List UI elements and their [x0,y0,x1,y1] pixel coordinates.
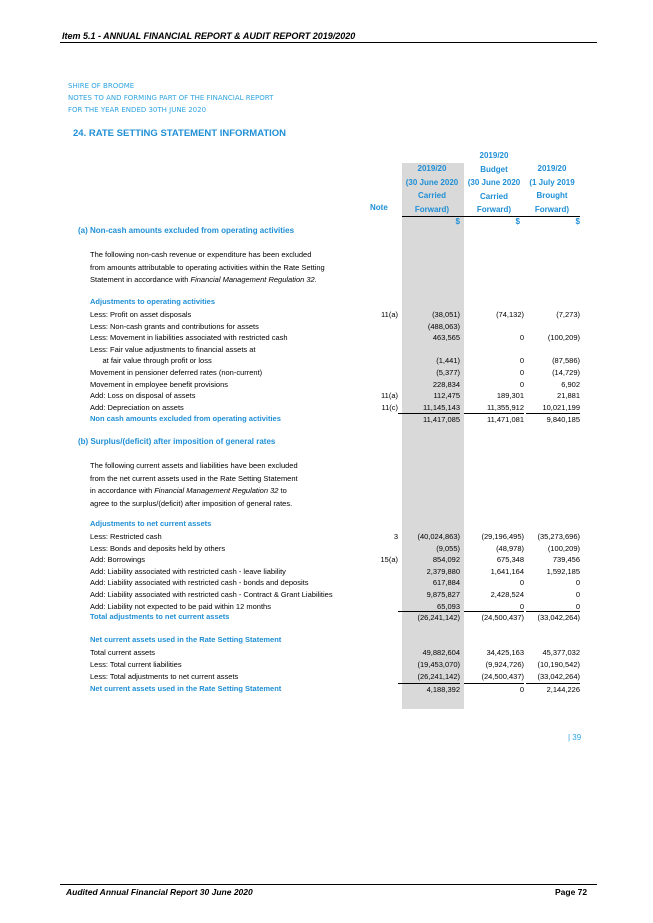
row-value-col2: 0 [464,683,524,696]
col3-currency: $ [575,217,580,226]
part-b-paragraph [90,460,298,510]
row-value-col1: (5,377) [436,368,460,377]
row-note: 3 [393,532,398,541]
row-value-col3: 0 [575,578,580,588]
col1-header-line: (30 June 2020 [405,177,459,187]
row-label: Less: Bonds and deposits held by others [90,543,226,553]
row-value-col2: 0 [519,356,524,366]
footer-rule [60,884,597,885]
row-label: Less: Profit on asset disposals [90,310,192,319]
row-value-col1: 9,875,827 [426,590,460,599]
row-value-col1: 228,834 [432,379,460,389]
paragraph-line: The following current assets and liabilities have been excluded [90,461,298,470]
row-value-col1: (38,051) [432,310,460,319]
col2-header-line: 2019/20 [479,151,509,160]
row-value-col3: 45,377,032 [542,648,580,657]
table-row [0,589,653,601]
page-number: | 39 [568,733,582,742]
table-row [0,321,653,333]
table-row [0,577,653,589]
row-label: Add: Liability associated with restricted cash - Contract & Grant Liabilities [90,590,333,599]
row-value-col3: 6,902 [561,379,580,389]
footer-page: Page 72 [555,887,588,897]
table-row [0,543,653,555]
row-value-col2: (29,196,495) [481,532,524,541]
col2-currency: $ [515,217,520,226]
table-row [0,671,653,683]
table-row [0,554,653,566]
row-value-col3: 21,881 [557,391,580,401]
row-value-col1: 65,093 [437,601,460,611]
row-value-col2: (9,924,726) [485,660,524,669]
paragraph-line [90,485,298,498]
row-value-col1: 617,884 [432,578,460,588]
header-rule [60,42,597,43]
row-value-col1: (26,241,142) [398,611,460,624]
table-row [0,355,653,367]
row-note: 11(c) [381,402,398,412]
part-a-subheading: Adjustments to operating activities [90,297,216,306]
row-note: 15(a) [380,555,398,565]
row-value-col3: (7,273) [556,310,580,319]
row-value-col3: 9,840,185 [526,413,580,426]
paragraph-text: Statement in accordance with [90,275,191,284]
row-label: Non cash amounts excluded from operating activities [90,414,281,423]
row-value-col1: 463,565 [432,333,460,343]
col3-header-line: (1 July 2019 [529,177,575,187]
row-value-col2: 0 [519,368,524,377]
col2-header-line: (30 June 2020 [467,178,521,187]
row-value-col1: 854,092 [432,555,460,565]
row-value-col2: 0 [519,578,524,588]
row-value-col2: 11,355,912 [487,402,524,412]
paragraph-text: in accordance with [90,486,155,495]
row-label: Total adjustments to net current assets [90,612,230,621]
row-value-col3: 2,144,226 [526,683,580,696]
row-label: Less: Fair value adjustments to financial assets at [90,344,256,354]
col3-header-line: 2019/20 [537,164,567,173]
row-value-col1: 49,882,604 [422,648,460,657]
row-value-col2: 34,425,163 [486,648,524,657]
col2-header-line: Budget [480,164,508,174]
col1-header-line: Carried [417,191,446,200]
row-note: 11(a) [381,310,398,319]
row-label: Less: Non-cash grants and contributions for assets [90,321,259,331]
row-value-col2: 11,471,081 [464,413,524,426]
part-b-title: (b) Surplus/(deficit) after imposition of general rates [78,437,276,446]
row-value-col2: 0 [519,333,524,343]
paragraph-line: agree to the surplus/(deficit) after imposition of general rates. [90,498,293,508]
row-value-col3: (14,729) [552,368,580,377]
row-value-col2: (24,500,437) [481,672,524,681]
row-value-col3: 739,456 [552,555,580,565]
row-value-col1: (9,055) [436,543,460,553]
col2-header [466,149,522,217]
table-row [0,379,653,391]
row-value-col2: 2,428,524 [490,590,524,599]
row-value-col3: 0 [575,601,580,611]
table-row [0,531,653,543]
row-label: Movement in employee benefit provisions [90,379,228,389]
row-value-col3: (33,042,264) [526,611,580,624]
row-label: Total current assets [90,648,156,657]
row-label: Add: Liability not expected to be paid within 12 months [90,601,271,611]
row-label: Add: Borrowings [90,555,146,565]
row-value-col1: 11,145,143 [423,402,460,412]
row-value-col1: (1,441) [436,356,460,366]
org-year-line: FOR THE YEAR ENDED 30TH JUNE 2020 [68,106,207,114]
col3-header-line: Forward) [534,204,570,214]
table-row [0,659,653,671]
regulation-reference: Financial Management Regulation 32 [154,486,279,495]
net-current-assets-total-row [0,683,653,695]
row-label: Less: Movement in liabilities associated with restricted cash [90,333,288,343]
table-row [0,309,653,321]
row-label: Add: Loss on disposal of assets [90,391,196,401]
table-row [0,367,653,379]
document-header: Item 5.1 - ANNUAL FINANCIAL REPORT & AUDIT REPORT 2019/2020 [62,31,356,41]
part-b-total-row [0,611,653,623]
table-row [0,566,653,578]
row-value-col3: (100,209) [547,333,580,343]
row-label: Less: Total adjustments to net current assets [90,672,239,681]
row-value-col1: (19,453,070) [417,660,460,669]
row-value-col1: (26,241,142) [417,672,460,681]
col1-currency: $ [455,217,460,226]
row-value-col1: 4,188,392 [398,683,460,696]
footer-title: Audited Annual Financial Report 30 June 2020 [66,887,253,897]
row-label: Add: Liability associated with restricted cash - bonds and deposits [90,578,309,588]
row-label: Movement in pensioner deferred rates (non-current) [90,368,263,377]
paragraph-text: to [278,486,287,495]
org-notes-line: NOTES TO AND FORMING PART OF THE FINANCIAL REPORT [68,94,274,102]
table-row [0,344,653,356]
part-a-title: (a) Non-cash amounts excluded from operating activities [78,226,295,235]
row-note: 11(a) [381,391,398,401]
row-value-col1: 11,417,085 [398,413,460,426]
row-label: at fair value through profit or loss [90,356,212,366]
col1-header [400,162,464,216]
table-row [0,402,653,414]
org-name: SHIRE OF BROOME [68,82,135,90]
table-row [0,332,653,344]
row-value-col1: (488,063) [427,321,460,331]
paragraph-line: from the net current assets used in the Rate Setting Statement [90,473,298,483]
row-label: Less: Total current liabilities [90,660,182,669]
table-row [0,647,653,659]
section-title: 24. RATE SETTING STATEMENT INFORMATION [73,128,287,139]
col2-header-line: Carried [479,191,508,201]
row-value-col2: 1,641,164 [490,566,524,576]
paragraph-line [90,274,325,287]
table-row [0,390,653,402]
row-value-col2: 675,348 [496,555,524,565]
row-value-col1: (40,024,863) [417,532,460,541]
part-a-total-row [0,413,653,425]
col2-header-line: Forward) [476,205,512,214]
row-value-col2: 189,301 [496,391,524,401]
row-value-col2: 0 [519,601,524,611]
row-value-col3: (33,042,264) [537,672,580,681]
row-label: Add: Liability associated with restricted cash - leave liability [90,566,286,576]
col1-header-line: 2019/20 [417,164,447,173]
col3-header [524,162,580,216]
row-value-col3: 1,592,185 [546,566,580,576]
part-b-subheading: Adjustments to net current assets [90,519,212,528]
row-value-col3: 10,021,199 [542,402,580,412]
paragraph-line: from amounts attributable to operating activities within the Rate Setting [90,262,325,272]
row-value-col3: (100,209) [547,543,580,553]
row-value-col2: 0 [519,379,524,389]
row-value-col1: 2,379,880 [426,566,460,576]
row-value-col3: (35,273,696) [537,532,580,541]
paragraph-line: The following non-cash revenue or expenditure has been excluded [90,250,312,259]
row-label: Net current assets used in the Rate Setting Statement [90,684,282,693]
row-value-col3: (10,190,542) [537,660,580,669]
row-label: Less: Restricted cash [90,532,162,541]
col3-header-line: Brought [536,191,568,200]
row-value-col3: 0 [575,590,580,599]
row-value-col3: (87,586) [552,356,580,366]
row-value-col2: (24,500,437) [464,611,524,624]
note-column-header: Note [370,203,388,212]
regulation-reference: Financial Management Regulation 32. [190,275,317,284]
row-value-col1: 112,475 [433,391,460,401]
row-label: Add: Depreciation on assets [90,402,184,412]
net-current-assets-subheading: Net current assets used in the Rate Setting Statement [90,635,282,644]
current-year-column-shading [402,163,464,709]
row-value-col2: (74,132) [496,310,524,319]
part-a-paragraph [90,249,325,287]
col1-header-line: Forward) [414,204,450,214]
row-value-col2: (48,978) [496,543,524,553]
